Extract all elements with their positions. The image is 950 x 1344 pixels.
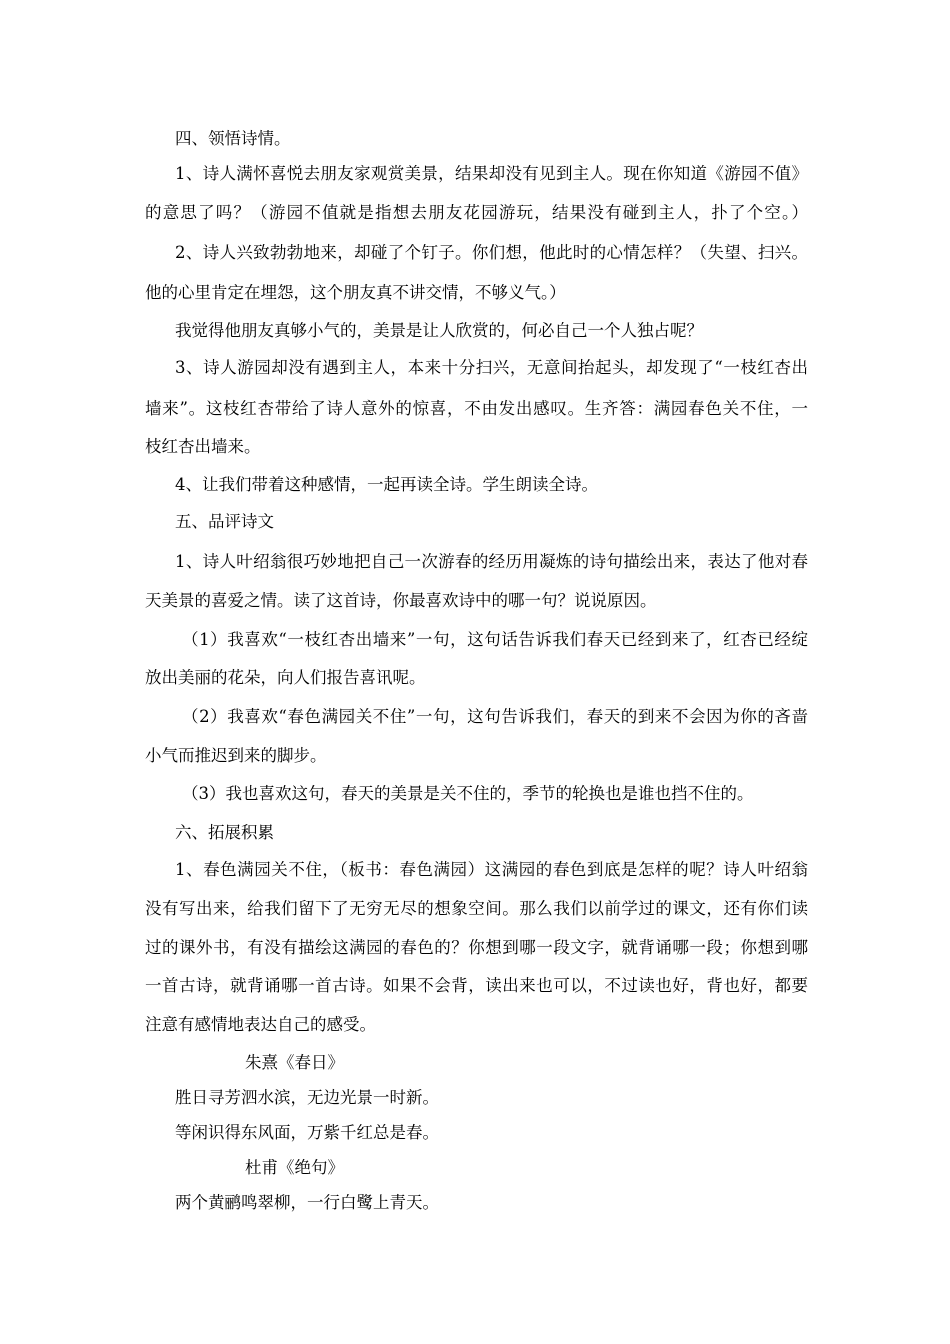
- paragraph-line: 墙来”。这枝红杏带给了诗人意外的惊喜，不由发出感叹。生齐答：满园春色关不住，一: [145, 399, 808, 418]
- paragraph-line: 没有写出来，给我们留下了无穷无尽的想象空间。那么我们以前学过的课文，还有你们读: [145, 899, 808, 918]
- paragraph-line: （1）我喜欢“一枝红杏出墙来”一句，这句话告诉我们春天已经到来了，红杏已经绽: [182, 630, 808, 649]
- poem-title: 朱熹《春日》: [245, 1053, 344, 1072]
- paragraph-line: 放出美丽的花朵，向人们报告喜讯呢。: [145, 668, 426, 687]
- paragraph-line: 他的心里肯定在埋怨，这个朋友真不讲交情，不够义气。）: [145, 283, 566, 302]
- poem-line: 胜日寻芳泗水滨，无边光景一时新。: [175, 1088, 439, 1107]
- paragraph-line: 的意思了吗？（游园不值就是指想去朋友花园游玩，结果没有碰到主人，扑了个空。）: [145, 203, 808, 222]
- paragraph-line: 我觉得他朋友真够小气的，美景是让人欣赏的，何必自己一个人独占呢？: [175, 321, 703, 340]
- paragraph-line: 1、诗人叶绍翁很巧妙地把自己一次游春的经历用凝炼的诗句描绘出来，表达了他对春: [175, 552, 808, 571]
- paragraph-line: 2、诗人兴致勃勃地来，却碰了个钉子。你们想，他此时的心情怎样？（失望、扫兴。: [175, 243, 808, 262]
- section-heading-5: 五、品评诗文: [175, 512, 274, 531]
- paragraph-line: 注意有感情地表达自己的感受。: [145, 1015, 376, 1034]
- poem-line: 等闲识得东风面，万紫千红总是春。: [175, 1123, 439, 1142]
- paragraph-line: 一首古诗，就背诵哪一首古诗。如果不会背，读出来也可以，不过读也好，背也好，都要: [145, 976, 808, 995]
- poem-title: 杜甫《绝句》: [245, 1158, 344, 1177]
- paragraph-line: 4、让我们带着这种感情，一起再读全诗。学生朗读全诗。: [175, 475, 598, 494]
- paragraph-line: 枝红杏出墙来。: [145, 437, 261, 456]
- paragraph-line: 1、春色满园关不住，（板书：春色满园）这满园的春色到底是怎样的呢？诗人叶绍翁: [175, 860, 808, 879]
- poem-line: 两个黄鹂鸣翠柳，一行白鹭上青天。: [175, 1193, 439, 1212]
- paragraph-line: 3、诗人游园却没有遇到主人，本来十分扫兴，无意间抬起头，却发现了“一枝红杏出: [175, 358, 808, 377]
- paragraph-line: 小气而推迟到来的脚步。: [145, 746, 327, 765]
- paragraph-line: 1、诗人满怀喜悦去朋友家观赏美景，结果却没有见到主人。现在你知道《游园不值》: [175, 164, 808, 183]
- section-heading-4: 四、领悟诗情。: [175, 129, 291, 148]
- paragraph-line: 天美景的喜爱之情。读了这首诗，你最喜欢诗中的哪一句？说说原因。: [145, 591, 657, 610]
- section-heading-6: 六、拓展积累: [175, 823, 274, 842]
- paragraph-line: （3）我也喜欢这句，春天的美景是关不住的，季节的轮换也是谁也挡不住的。: [182, 784, 754, 803]
- paragraph-line: 过的课外书，有没有描绘这满园的春色的？你想到哪一段文字，就背诵哪一段；你想到哪: [145, 938, 808, 957]
- paragraph-line: （2）我喜欢“春色满园关不住”一句，这句告诉我们，春天的到来不会因为你的吝啬: [182, 707, 808, 726]
